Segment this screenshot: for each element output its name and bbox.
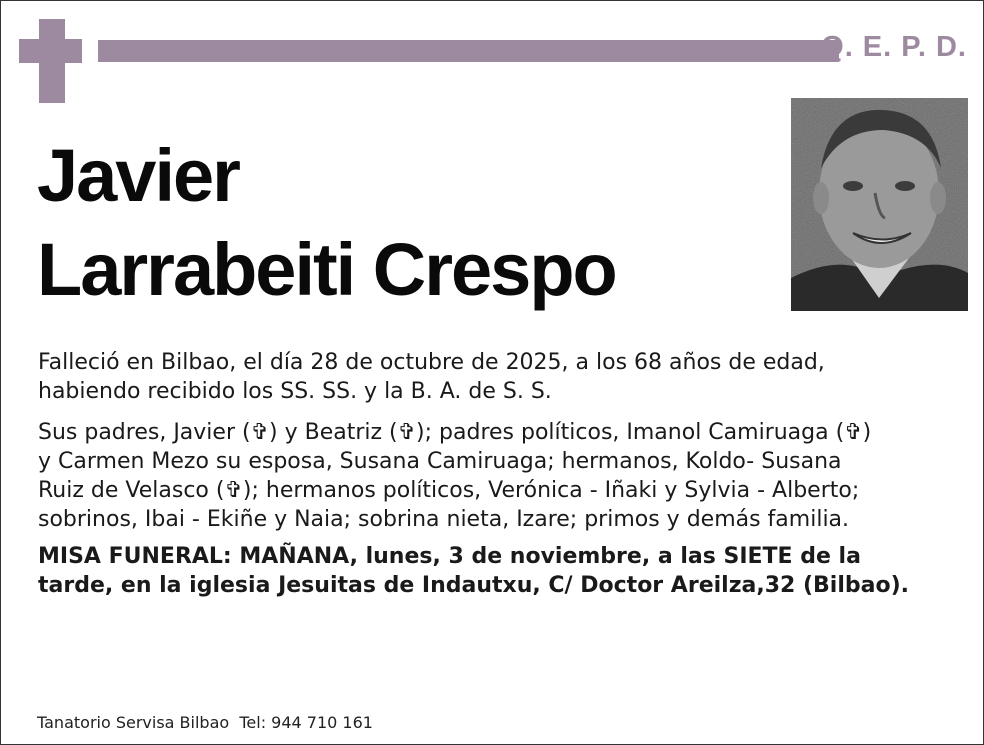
funeral-paragraph	[38, 542, 958, 600]
portrait-photo	[791, 98, 968, 311]
text-line: sobrinos, Ibai - Ekiñe y Naia; sobrina nieta, Izare; primos y demás familia.	[38, 507, 850, 532]
funeral-home-contact: Tanatorio Servisa Bilbao Tel: 944 710 161	[37, 713, 373, 732]
text-line: y Carmen Mezo su esposa, Susana Camiruaga; hermanos, Koldo- Susana	[38, 449, 842, 474]
surnames: Larrabeiti Crespo	[37, 228, 616, 311]
text-line: Sus padres, Javier (✞) y Beatriz (✞); padres políticos, Imanol Camiruaga (✞)	[38, 420, 872, 445]
death-paragraph	[38, 348, 958, 406]
family-paragraph	[38, 418, 958, 534]
text-line: tarde, en la iglesia Jesuitas de Indautxu, C/ Doctor Areilza,32 (Bilbao).	[38, 573, 909, 598]
header-bar	[98, 40, 839, 62]
deceased-name	[37, 129, 616, 317]
text-line: Falleció en Bilbao, el día 28 de octubre de 2025, a los 68 años de edad,	[38, 350, 825, 375]
first-name: Javier	[37, 134, 239, 217]
notice-body	[38, 348, 958, 600]
text-line: Ruiz de Velasco (✞); hermanos políticos, Verónica - Iñaki y Sylvia - Alberto;	[38, 478, 860, 503]
text-line: habiendo recibido los SS. SS. y la B. A. de S. S.	[38, 379, 552, 404]
text-line: MISA FUNERAL: MAÑANA, lunes, 3 de noviembre, a las SIETE de la	[38, 544, 861, 569]
qepd-label: Q. E. P. D.	[821, 31, 967, 63]
cross-icon-arm	[19, 39, 82, 63]
